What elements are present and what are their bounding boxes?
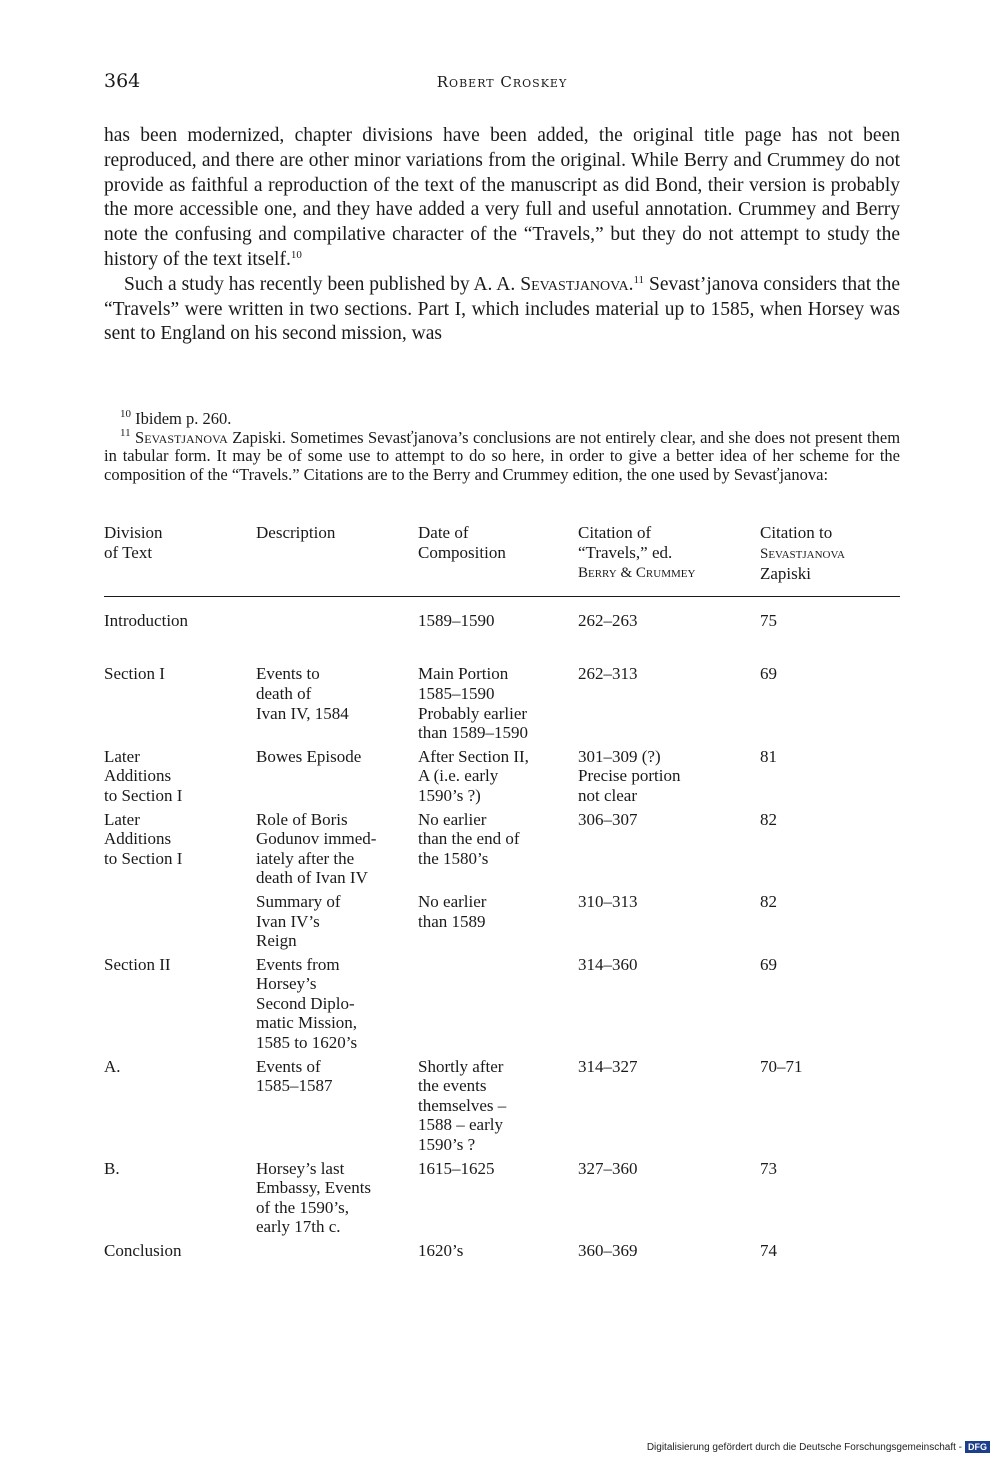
cell-sev: 74 <box>760 1241 777 1260</box>
running-head: Robert Croskey <box>436 73 568 91</box>
header-sev-work: Zapiski <box>760 564 811 584</box>
cell-sev: 81 <box>760 746 777 766</box>
cell-sev: 69 <box>760 664 777 684</box>
page-number: 364 <box>104 70 141 92</box>
cell-date: No earlier than the end of the 1580’s <box>418 809 520 868</box>
cell-division: Introduction <box>104 610 189 630</box>
header-division: Division of Text <box>104 523 256 596</box>
footnotes <box>104 410 900 484</box>
header-citation-travels-text: Citation of “Travels,” ed. <box>578 523 673 562</box>
footnote-number: 10 <box>120 408 131 420</box>
table-row <box>104 888 900 951</box>
table-row <box>104 1155 900 1237</box>
cell-division: Later Additions to Section I <box>104 809 183 868</box>
cell-date: 1589–1590 <box>418 610 495 630</box>
header-citation-sev-to: Citation to <box>760 523 833 542</box>
cell-sev: 69 <box>760 954 777 974</box>
cell-division: Section II <box>104 954 171 974</box>
cell-description: Bowes Episode <box>256 746 362 766</box>
cell-sev: 70–71 <box>760 1056 803 1076</box>
cell-sev: 73 <box>760 1158 777 1178</box>
author-name: Sevastjanova <box>135 427 228 447</box>
header-citation-travels <box>578 523 760 596</box>
cell-division: Section I <box>104 664 165 684</box>
cell-citation: 306–307 <box>578 809 638 829</box>
footnote-text: Zapiski. Sometimes Sevasťjanova’s conclusions are not entirely clear, and she does not present them in tabular form. It may be of some use to attempt to do so here, in order to give a better idea of her scheme for the composition of the “Travels.” Citations are to the Berry and Crummey edition, the one used by Sevasťjanova: <box>104 427 901 484</box>
cell-division: B. <box>104 1158 120 1178</box>
table-header-row <box>104 523 900 596</box>
header-description: Description <box>256 523 418 596</box>
table-row <box>104 650 900 742</box>
table-row <box>104 951 900 1053</box>
author-name: Sevastjanova. <box>520 273 634 295</box>
table-row <box>104 1237 900 1261</box>
table-row <box>104 743 900 806</box>
cell-date: 1615–1625 <box>418 1158 495 1178</box>
cell-date: 1620’s <box>418 1241 464 1260</box>
footer <box>647 1441 990 1453</box>
cell-date <box>418 951 578 1053</box>
page-header <box>104 70 900 100</box>
table-row <box>104 596 900 650</box>
cell-sev: 82 <box>760 891 777 911</box>
footnote-text: Ibidem p. 260. <box>135 409 232 428</box>
header-date: Date of Composition <box>418 523 578 596</box>
cell-citation: 360–369 <box>578 1241 638 1260</box>
paragraph <box>104 124 900 273</box>
paragraph-text: has been modernized, chapter divisions have been added, the original title page has not been reproduced, and there are other minor variations from the original. While Berry and Crummey do not provide as faithful a reproduction of the text of the manuscript as did Bond, their version is probably the more accessible one, and they have added a very full and useful annotation. Crummey and Berry note the confusing and compilative character of the “Travels,” but they do not attempt to study the history of the text itself. <box>104 125 900 270</box>
paragraph-text: Sevast’janova considers that the “Travels” were written in two sections. Part I, which includes material up to 1585, when Horsey was sent to England on his second mission, was <box>104 273 900 345</box>
footnote <box>104 426 901 485</box>
footnote <box>104 410 900 429</box>
cell-date: After Section II, A (i.e. early 1590’s ?) <box>418 746 529 805</box>
cell-sev: 82 <box>760 809 777 829</box>
cell-description <box>256 596 418 650</box>
cell-citation: 310–313 <box>578 891 638 911</box>
paragraph <box>104 273 900 347</box>
footer-text: Digitalisierung gefördert durch die Deutsche Forschungsgemeinschaft - <box>646 1442 962 1453</box>
cell-citation: 314–360 <box>578 954 638 974</box>
header-citation-sev <box>760 523 900 596</box>
cell-citation: 327–360 <box>578 1158 638 1178</box>
cell-description: Events from Horsey’s Second Diplo- matic Mission, 1585 to 1620’s <box>256 954 358 1053</box>
cell-date: No earlier than 1589 <box>418 891 487 931</box>
cell-description: Horsey’s last Embassy, Events of the 1590’s, early 17th c. <box>256 1158 372 1237</box>
cell-description: Role of Boris Godunov immed- iately after the death of Ivan IV <box>256 809 377 888</box>
footnote-ref: 10 <box>290 248 302 261</box>
header-editors: Berry & Crummey <box>578 565 696 582</box>
cell-division: Later Additions to Section I <box>104 746 183 805</box>
cell-citation: 301–309 (?) Precise portion not clear <box>578 746 681 805</box>
table-row <box>104 1053 900 1155</box>
table-row <box>104 806 900 888</box>
cell-description: Events of 1585–1587 <box>256 1056 333 1096</box>
cell-description: Summary of Ivan IV’s Reign <box>256 891 341 951</box>
cell-citation: 262–313 <box>578 664 638 684</box>
cell-description: Events to death of Ivan IV, 1584 <box>256 664 349 723</box>
cell-division: Conclusion <box>104 1241 182 1260</box>
cell-citation: 262–263 <box>578 610 638 630</box>
cell-description <box>256 1237 418 1261</box>
dfg-logo: DFG <box>965 1441 990 1453</box>
header-sev-name: Sevastjanova <box>760 545 845 562</box>
cell-division <box>104 888 256 951</box>
cell-date: Main Portion 1585–1590 Probably earlier than 1589–1590 <box>418 664 529 743</box>
cell-division: A. <box>104 1056 121 1076</box>
cell-date: Shortly after the events themselves – 1588 – early 1590’s ? <box>418 1056 507 1155</box>
footnote-ref: 11 <box>633 273 645 286</box>
composition-table <box>104 523 900 1261</box>
paragraph-text: Such a study has recently been published by A. A. <box>124 273 516 295</box>
cell-citation: 314–327 <box>578 1056 638 1076</box>
footnote-number: 11 <box>120 426 131 439</box>
cell-sev: 75 <box>760 610 777 630</box>
body-text <box>104 124 900 347</box>
